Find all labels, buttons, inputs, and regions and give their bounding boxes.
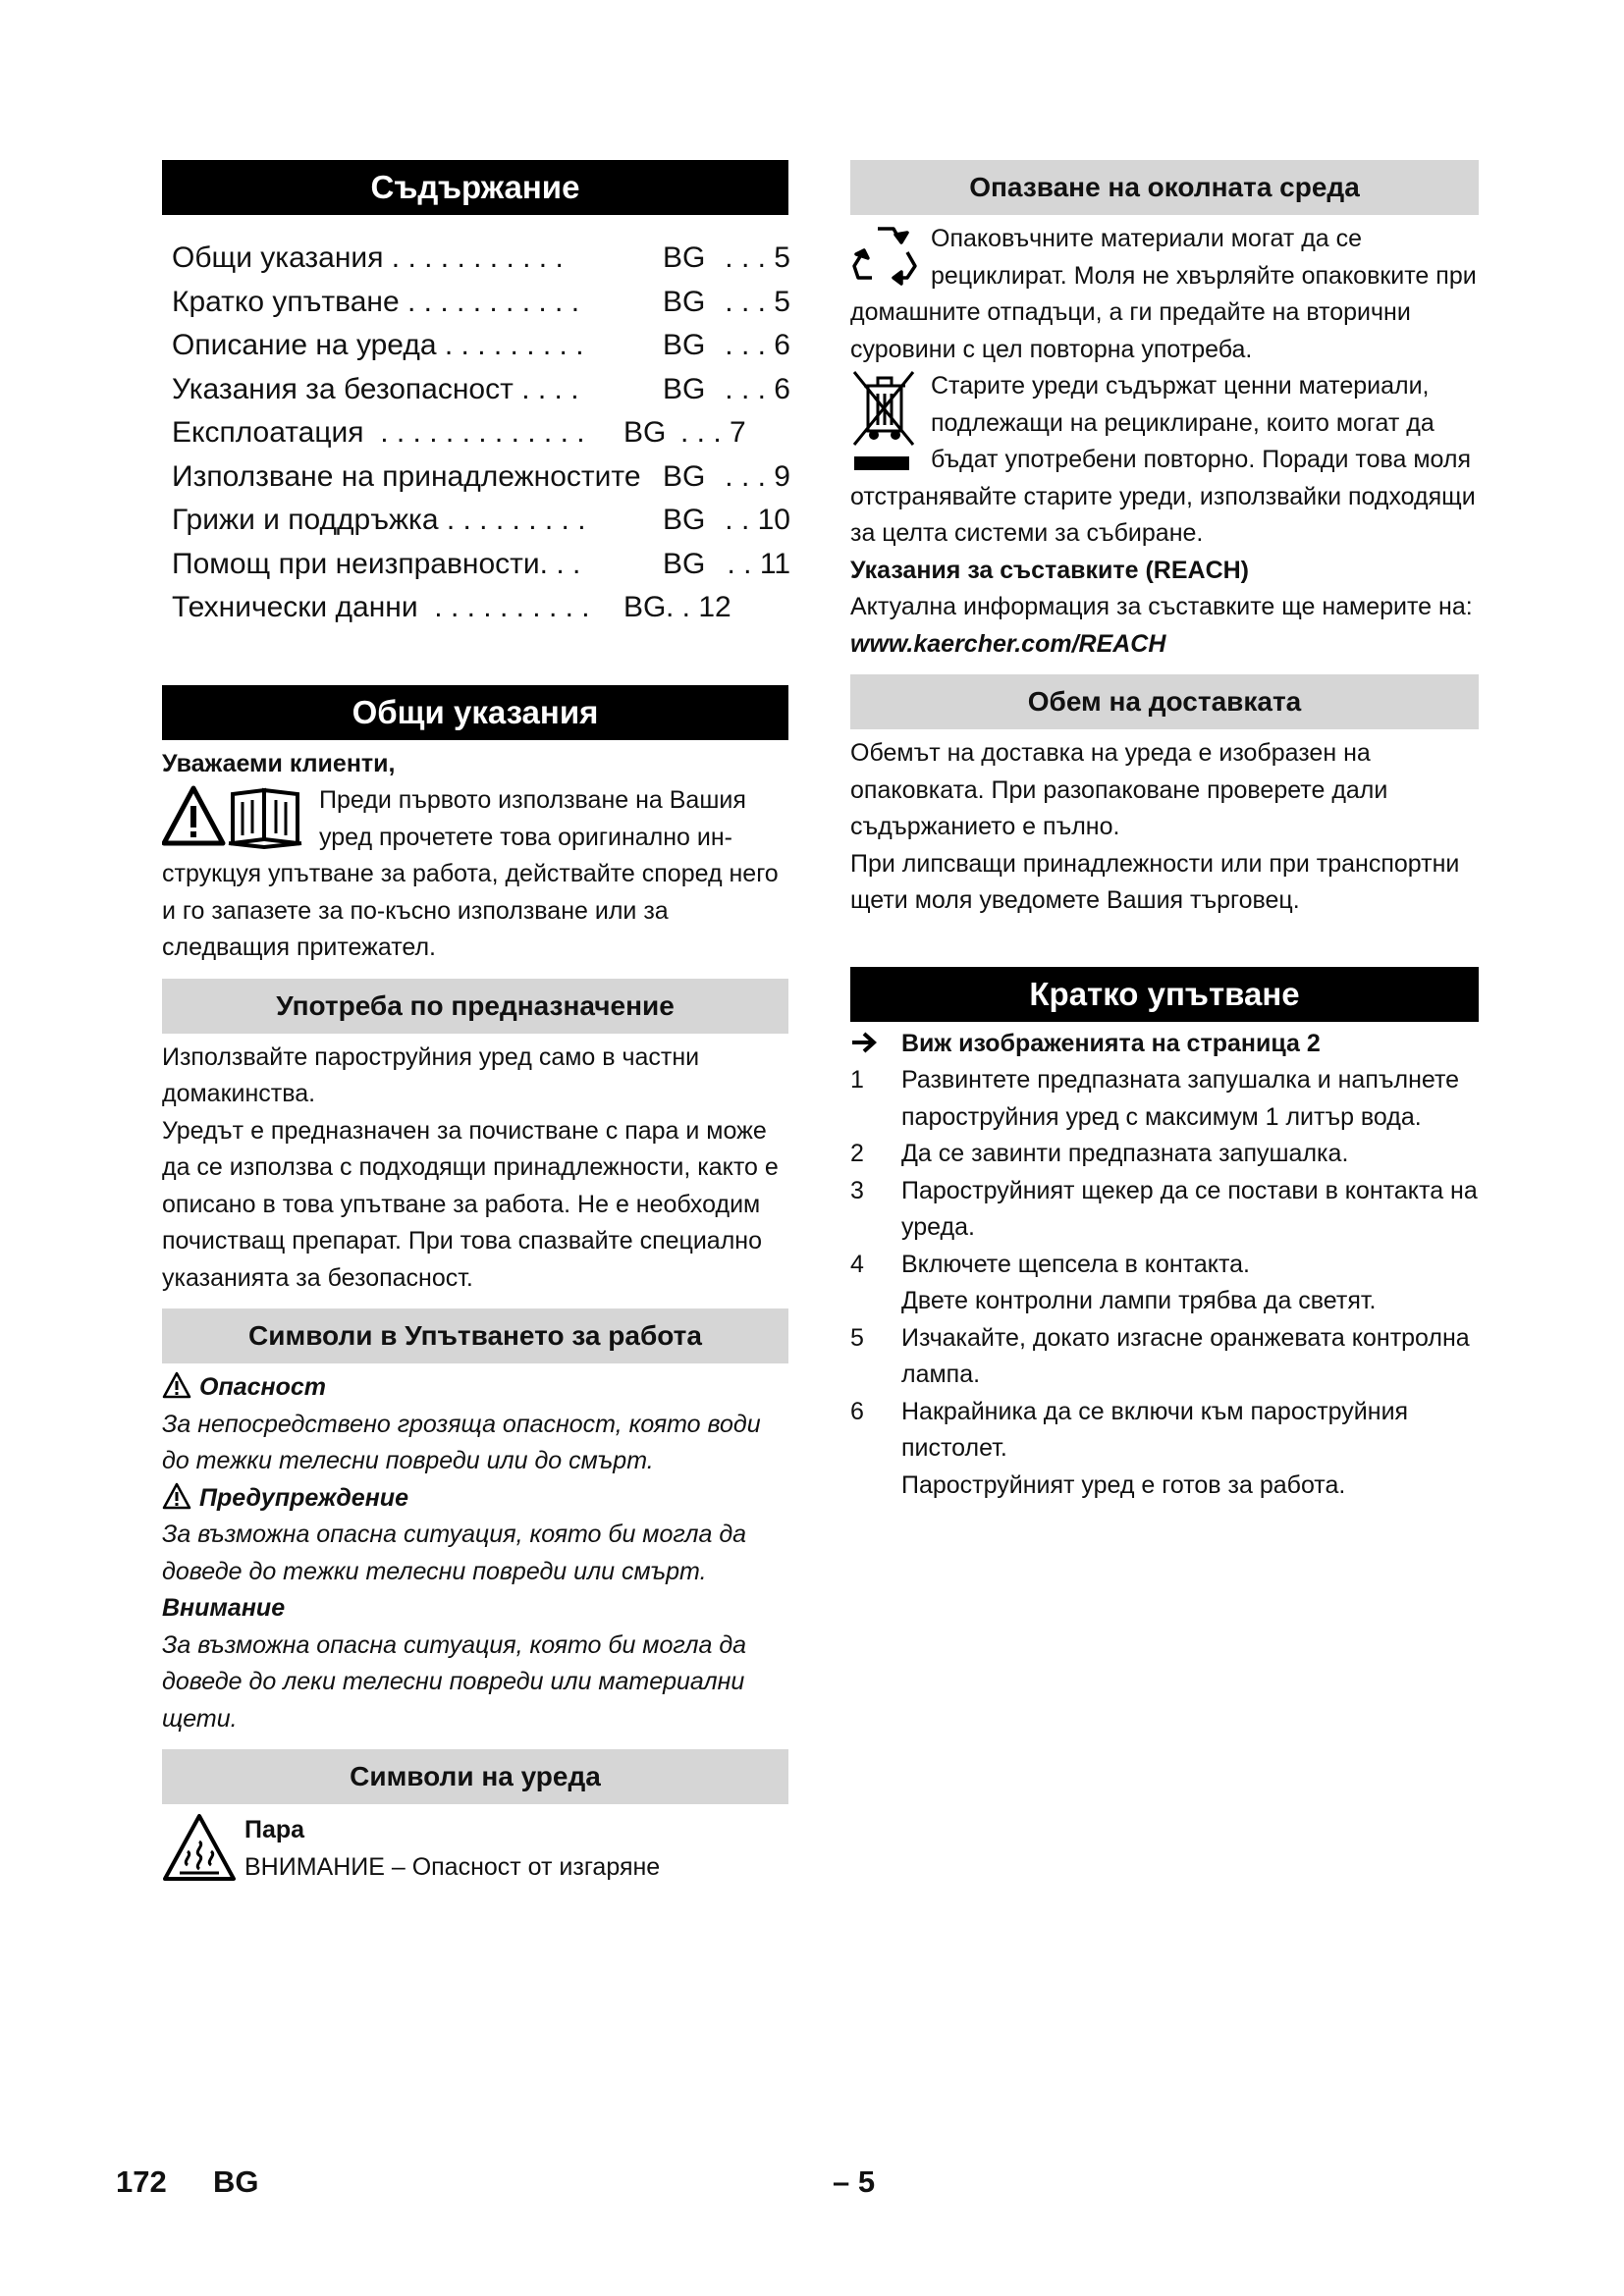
toc-item-title: Технически данни [172, 591, 418, 623]
toc-item-page: . . . 7 [680, 416, 746, 449]
steam-text: ВНИМАНИЕ – Опасност от изгаряне [244, 1852, 661, 1881]
step-text: Пароструйният щекер да се постави в контакта на уреда. [901, 1176, 1478, 1241]
toc-item-lang: BG [663, 329, 706, 361]
see-figures [850, 1026, 1479, 1063]
step-number: 5 [850, 1323, 864, 1352]
toc-item-dots: . . . . . . . . . . . [383, 241, 572, 274]
left-column [162, 160, 788, 1888]
toc-item-dots: . . . . . . . . . . [417, 591, 598, 623]
toc-item-title: Помощ при неизправности. . . [172, 547, 581, 580]
delivery-p1: Обемът на доставка на уреда е изобразен на опаковката. При разопаковане проверете дали съдържанието е пълно. [850, 739, 1388, 840]
general-notes [162, 782, 788, 967]
toc-item-page: . . 12 [666, 591, 731, 623]
warning-triangle-icon [162, 1371, 191, 1404]
step-text: Накрайника да се включи към пароструйния пистолет. [901, 1397, 1409, 1462]
toc-item[interactable] [172, 499, 788, 543]
toc-item-lang: BG [663, 372, 706, 405]
footer-lang: BG [212, 2164, 259, 2199]
step-text: Да се завинти предпазната запушалка. [901, 1140, 1349, 1167]
warning-triangle-icon [162, 1482, 191, 1515]
list-item [850, 1136, 1479, 1173]
section-title-environment: Опазване на околната среда [850, 160, 1479, 215]
toc-item[interactable] [172, 455, 788, 500]
page-number: 172 [116, 2164, 167, 2199]
steam-symbol [162, 1812, 788, 1888]
environment-recycling [850, 221, 1479, 368]
toc-item-page: . . . 6 [725, 372, 790, 405]
toc-item[interactable] [172, 368, 788, 412]
danger-label: Опасност [199, 1373, 327, 1401]
step-number: 6 [850, 1397, 864, 1425]
toc-item[interactable] [172, 281, 788, 325]
toc-item-lang: BG [623, 416, 667, 449]
step-note: Двете контролни лампи трябва да светят. [901, 1287, 1377, 1314]
toc-item-title: Общи указания [172, 241, 384, 274]
warning-heading [162, 1480, 788, 1518]
general-text-first: Преди първото използване на Вашия уред прочетете това оригинално ин- [319, 786, 746, 851]
list-item [850, 1062, 1479, 1136]
crossed-bin-icon [850, 368, 921, 474]
right-column [850, 160, 1479, 1504]
greeting: Уважаеми клиенти, [162, 749, 396, 777]
section-title-symbols-manual: Символи в Упътването за работа [162, 1308, 788, 1363]
toc-item[interactable] [172, 411, 788, 455]
toc-item-page: . . . 5 [725, 241, 790, 274]
step-text: Включете щепсела в контакта. [901, 1250, 1251, 1278]
intended-use-p1: Използвайте пароструйния уред само в частни домакинства. [162, 1042, 700, 1107]
step-text: Развинтете предпазната запушалка и напълнете пароструйния уред с максимум 1 литър вода. [901, 1066, 1460, 1131]
toc-item-dots: . . . . . . . . . . . . . [363, 416, 593, 449]
step-number: 3 [850, 1176, 864, 1204]
footer-page-number [116, 2164, 258, 2200]
warning-manual-icons [162, 782, 309, 853]
toc-item-title: Грижи и поддръжка . . . . . . . . . [172, 504, 586, 536]
environment-weee [850, 368, 1479, 553]
section-title-quick: Кратко упътване [850, 967, 1479, 1022]
toc-item-page: . . . 6 [725, 329, 790, 361]
toc-item-lang: BG [663, 547, 706, 580]
arrow-right-icon [850, 1026, 880, 1063]
caution-text: За възможна опасна ситуация, която би могла да доведе до леки телесни повреди или материални щети. [162, 1630, 747, 1733]
environment-p2: Старите уреди съдържат ценни материали, подлежащи на рециклиране, които могат да бъдат употребени повторно. Поради това моля отстранявайте старите уреди, използвайки подходящи за целта системи за събиране. [850, 372, 1476, 547]
recycling-icon [850, 221, 921, 286]
section-title-general: Общи указания [162, 685, 788, 740]
step-note: Пароструйният уред е готов за работа. [901, 1470, 1346, 1499]
danger-heading [162, 1369, 788, 1407]
toc-item-lang: BG [663, 504, 706, 536]
table-of-contents [162, 237, 788, 630]
general-text-rest: струкцуя упътване за работа, действайте според него и го запазете за по-късно използване или за следващия притежател. [162, 860, 779, 961]
list-item [850, 1173, 1479, 1247]
warning-text: За възможна опасна ситуация, която би могла да доведе до тежки телесни повреди или смърт. [162, 1521, 747, 1585]
reach-text: Актуална информация за съставките ще намерите на: [850, 593, 1473, 620]
warning-label: Предупреждение [199, 1483, 408, 1512]
toc-item-page: . . . 9 [725, 459, 790, 493]
quick-steps [850, 1062, 1479, 1504]
see-figures-text: Виж изображенията на страница 2 [901, 1029, 1321, 1057]
toc-item-title: Указания за безопасност . . . . [172, 372, 579, 405]
reach-link[interactable]: www.kaercher.com/REACH [850, 629, 1166, 658]
toc-item[interactable] [172, 543, 788, 587]
step-text: Изчакайте, докато изгасне оранжевата контролна лампа. [901, 1323, 1470, 1388]
environment-p1: Опаковъчните материали могат да се рециклират. Моля не хвърляйте опаковките при домашните отпадъци, а ги предайте на вторични суровини с цел повторна употреба. [850, 225, 1477, 363]
toc-item-title: Използване на принадлежностите [172, 459, 641, 493]
toc-item[interactable] [172, 586, 788, 630]
toc-item-page: . . 10 [725, 504, 790, 536]
reach-title: Указания за съставките (REACH) [850, 556, 1250, 584]
step-number: 2 [850, 1140, 864, 1167]
delivery-p2: При липсващи принадлежности или при транспортни щети моля уведомете Вашия търговец. [850, 849, 1460, 914]
toc-title: Съдържание [162, 160, 788, 215]
toc-item-page: . . 11 [727, 547, 790, 580]
step-number: 4 [850, 1250, 864, 1278]
toc-item-title: Кратко упътване . . . . . . . . . . . [172, 285, 580, 318]
danger-text: За непосредствено грозяща опасност, която води до тежки телесни повреди или до смърт. [162, 1410, 761, 1474]
footer-center-page: – 5 [833, 2164, 876, 2199]
toc-item-lang: BG [663, 285, 706, 318]
hot-steam-icon [162, 1812, 237, 1888]
toc-item-lang: BG [663, 459, 706, 493]
list-item [850, 1320, 1479, 1394]
steam-label: Пара [244, 1816, 305, 1843]
toc-item[interactable] [172, 324, 788, 368]
list-item [850, 1394, 1479, 1505]
toc-item-lang: BG [663, 241, 706, 274]
toc-item-title: Експлоатация [172, 416, 364, 449]
toc-item-lang: BG [623, 591, 667, 623]
list-item [850, 1247, 1479, 1320]
section-title-delivery: Обем на доставката [850, 674, 1479, 729]
toc-item[interactable] [172, 237, 788, 281]
toc-item-title: Описание на уреда . . . . . . . . . [172, 329, 584, 361]
step-number: 1 [850, 1066, 864, 1094]
section-title-intended-use: Употреба по предназначение [162, 979, 788, 1034]
section-title-symbols-device: Символи на уреда [162, 1749, 788, 1804]
intended-use-p2: Уредът е предназначен за почистване с пара и може да се използва с подходящи принадлежности, както е описано в това упътване за работа. Не е необходим почистващ препарат. При това спазвайте специално указанията за безопасност. [162, 1116, 779, 1292]
toc-item-page: . . . 5 [725, 285, 790, 318]
caution-label: Внимание [162, 1594, 286, 1622]
